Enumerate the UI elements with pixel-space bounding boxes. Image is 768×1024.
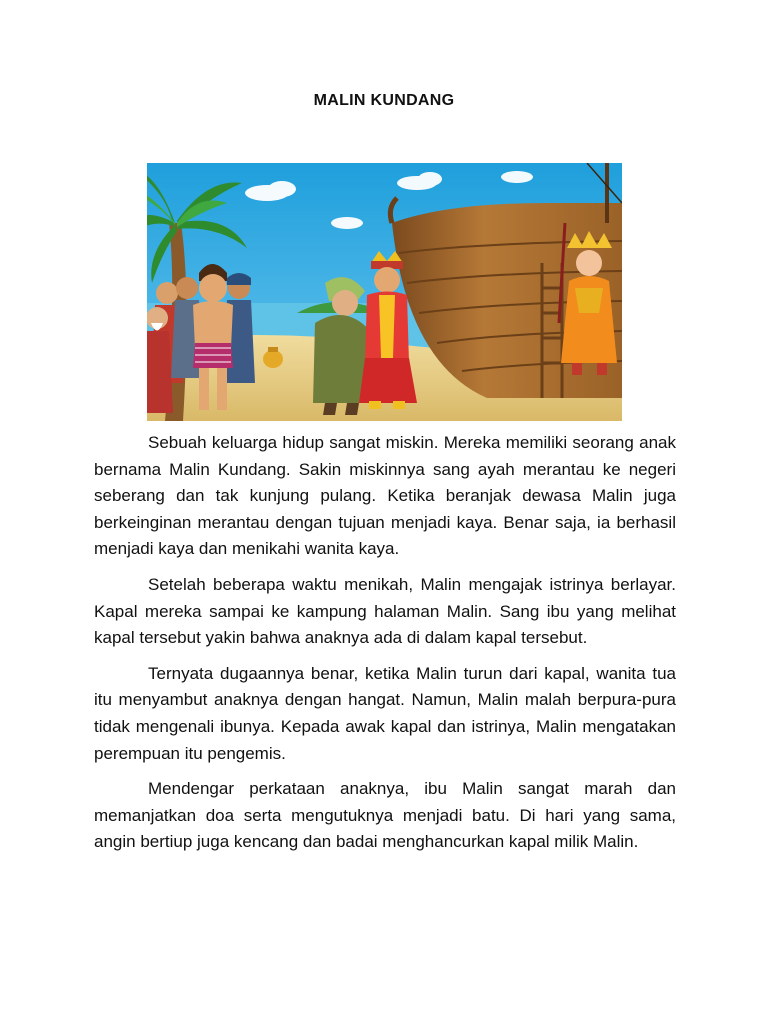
story-paragraph: Ternyata dugaannya benar, ketika Malin turun dari kapal, wanita tua itu menyambut anaknya dengan hangat. Namun, Malin malah berpura-pura tidak mengenali ibunya. Kepada awak kapal dan istrinya, Malin mengatakan perempuan itu pengemis. xyxy=(94,663,676,763)
story-title: MALIN KUNDANG xyxy=(313,92,455,109)
story-paragraph: Sebuah keluarga hidup sangat miskin. Mereka memiliki seorang anak bernama Malin Kundang. Sakin miskinnya sang ayah merantau ke negeri seberang dan tak kunjung pulang. Ketika beranjak dewasa Malin juga berkeinginan merantau dengan tujuan menjadi kaya. Benar saja, ia berhasil menjadi kaya dan menikahi wanita kaya. xyxy=(94,433,676,559)
story-paragraph: Mendengar perkataan anaknya, ibu Malin sangat marah dan memanjatkan doa serta mengutuknya menjadi batu. Di hari yang sama, angin bertiup juga kencang dan badai menghancurkan kapal milik Malin. xyxy=(94,779,676,852)
story-body xyxy=(94,430,676,865)
story-paragraph: Setelah beberapa waktu menikah, Malin mengajak istrinya berlayar. Kapal mereka sampai ke kampung halaman Malin. Sang ibu yang melihat kapal tersebut yakin bahwa anaknya ada di dalam kapal tersebut. xyxy=(94,574,676,648)
story-illustration xyxy=(147,163,622,421)
